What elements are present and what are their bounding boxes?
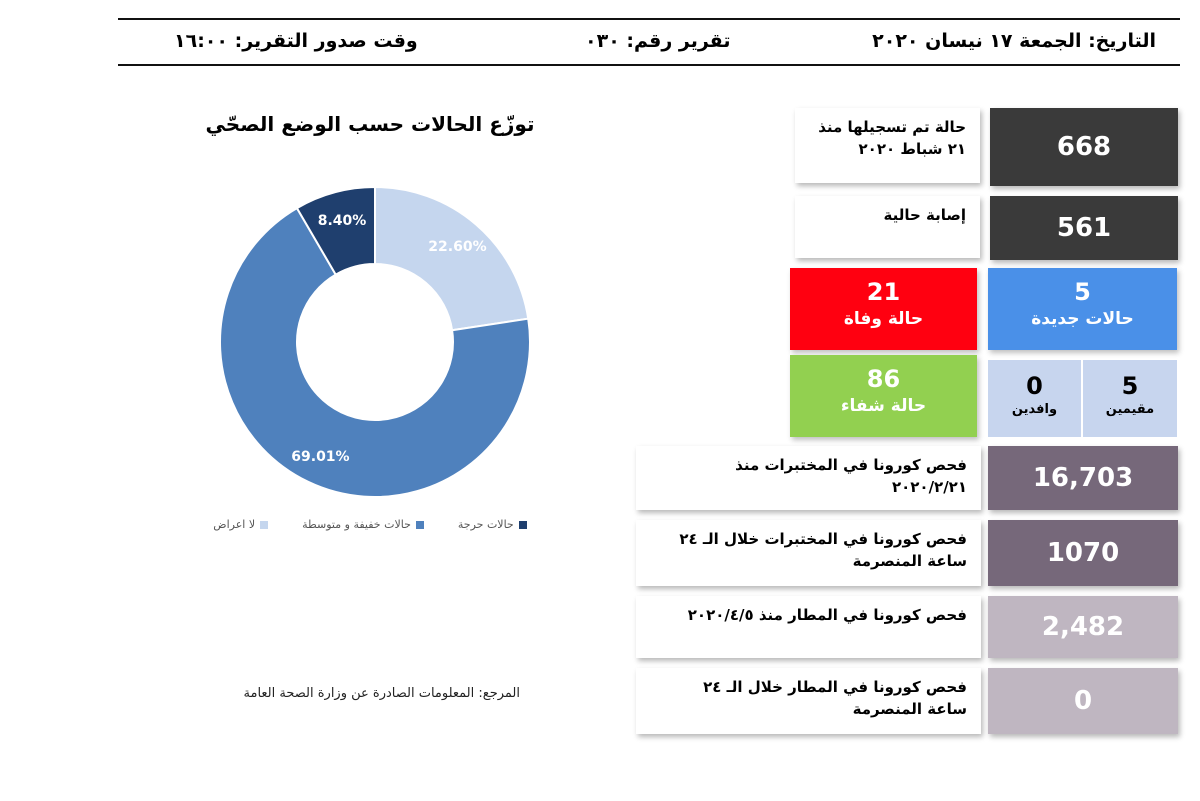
registered-cases-label-line2: ٢١ شباط ٢٠٢٠ bbox=[858, 140, 966, 158]
airport-tests-total-label: فحص كورونا في المطار منذ ٢٠٢٠/٤/٥ bbox=[636, 596, 981, 658]
source-note: المرجع: المعلومات الصادرة عن وزارة الصحة العامة bbox=[243, 686, 520, 701]
report-date: التاريخ: الجمعة ١٧ نيسان ٢٠٢٠ bbox=[872, 30, 1156, 52]
airport-tests-24h-value: 0 bbox=[988, 668, 1178, 734]
registered-cases-label bbox=[795, 108, 980, 183]
airport-tests-total-value: 2,482 bbox=[988, 596, 1178, 658]
legend-swatch-critical bbox=[519, 521, 527, 529]
airport-tests-24h-label-line2: ساعة المنصرمة bbox=[852, 700, 967, 718]
airport-tests-24h-label bbox=[636, 668, 981, 734]
legend-label-mild-moderate: حالات خفيفة و متوسطة bbox=[302, 518, 411, 531]
legend-label-asymptomatic: لا اعراض bbox=[213, 518, 256, 531]
new-cases-value: 5 bbox=[1074, 278, 1091, 306]
donut-chart bbox=[210, 182, 540, 502]
new-cases-label: حالات جديدة bbox=[1031, 309, 1134, 329]
residents-value: 5 bbox=[1121, 372, 1139, 400]
legend-item-critical bbox=[458, 518, 527, 531]
deaths-label: حالة وفاة bbox=[843, 309, 924, 329]
lab-tests-24h-label-line1: فحص كورونا في المختبرات خلال الـ ٢٤ bbox=[679, 530, 967, 548]
deaths-value: 21 bbox=[866, 278, 901, 306]
residents-tile bbox=[1083, 360, 1177, 437]
donut-label-asymptomatic: 22.60% bbox=[428, 239, 487, 256]
report-issue-time: وقت صدور التقرير: ١٦:٠٠ bbox=[174, 30, 418, 52]
recovered-label: حالة شفاء bbox=[840, 396, 927, 416]
new-cases-tile bbox=[988, 268, 1177, 350]
arrivals-value: 0 bbox=[1026, 372, 1043, 400]
active-cases-value: 561 bbox=[990, 196, 1178, 260]
active-cases-label: إصابة حالية bbox=[795, 196, 980, 258]
arrivals-label: وافدين bbox=[1011, 402, 1058, 417]
report-number: تقرير رقم: ٠٣٠ bbox=[585, 30, 731, 52]
header-bottom-rule bbox=[118, 64, 1180, 66]
deaths-tile bbox=[790, 268, 977, 350]
donut-label-mild-moderate: 69.01% bbox=[291, 449, 350, 466]
lab-tests-24h-label-line2: ساعة المنصرمة bbox=[852, 552, 967, 570]
legend-swatch-asymptomatic bbox=[260, 521, 268, 529]
lab-tests-total-label bbox=[636, 446, 981, 510]
recovered-tile bbox=[790, 355, 977, 437]
lab-tests-24h-label bbox=[636, 520, 981, 586]
lab-tests-total-label-line1: فحص كورونا في المختبرات منذ bbox=[735, 456, 967, 474]
arrivals-tile bbox=[988, 360, 1081, 437]
lab-tests-total-label-line2: ٢٠٢٠/٢/٢١ bbox=[891, 478, 967, 496]
registered-cases-label-line1: حالة تم تسجيلها منذ bbox=[818, 118, 966, 136]
chart-title: توزّع الحالات حسب الوضع الصحّي bbox=[205, 112, 535, 136]
donut-label-critical: 8.40% bbox=[317, 212, 367, 229]
legend-label-critical: حالات حرجة bbox=[457, 518, 514, 531]
registered-cases-value: 668 bbox=[990, 108, 1178, 186]
chart-legend bbox=[180, 518, 560, 531]
donut-slice-asymptomatic bbox=[375, 187, 528, 330]
legend-swatch-mild-moderate bbox=[416, 521, 424, 529]
recovered-value: 86 bbox=[866, 365, 901, 393]
airport-tests-24h-label-line1: فحص كورونا في المطار خلال الـ ٢٤ bbox=[703, 678, 967, 696]
legend-item-asymptomatic bbox=[213, 518, 268, 531]
legend-item-mild-moderate bbox=[302, 518, 424, 531]
lab-tests-total-value: 16,703 bbox=[988, 446, 1178, 510]
header-top-rule bbox=[118, 18, 1180, 20]
lab-tests-24h-value: 1070 bbox=[988, 520, 1178, 586]
residents-label: مقيمين bbox=[1105, 402, 1155, 417]
